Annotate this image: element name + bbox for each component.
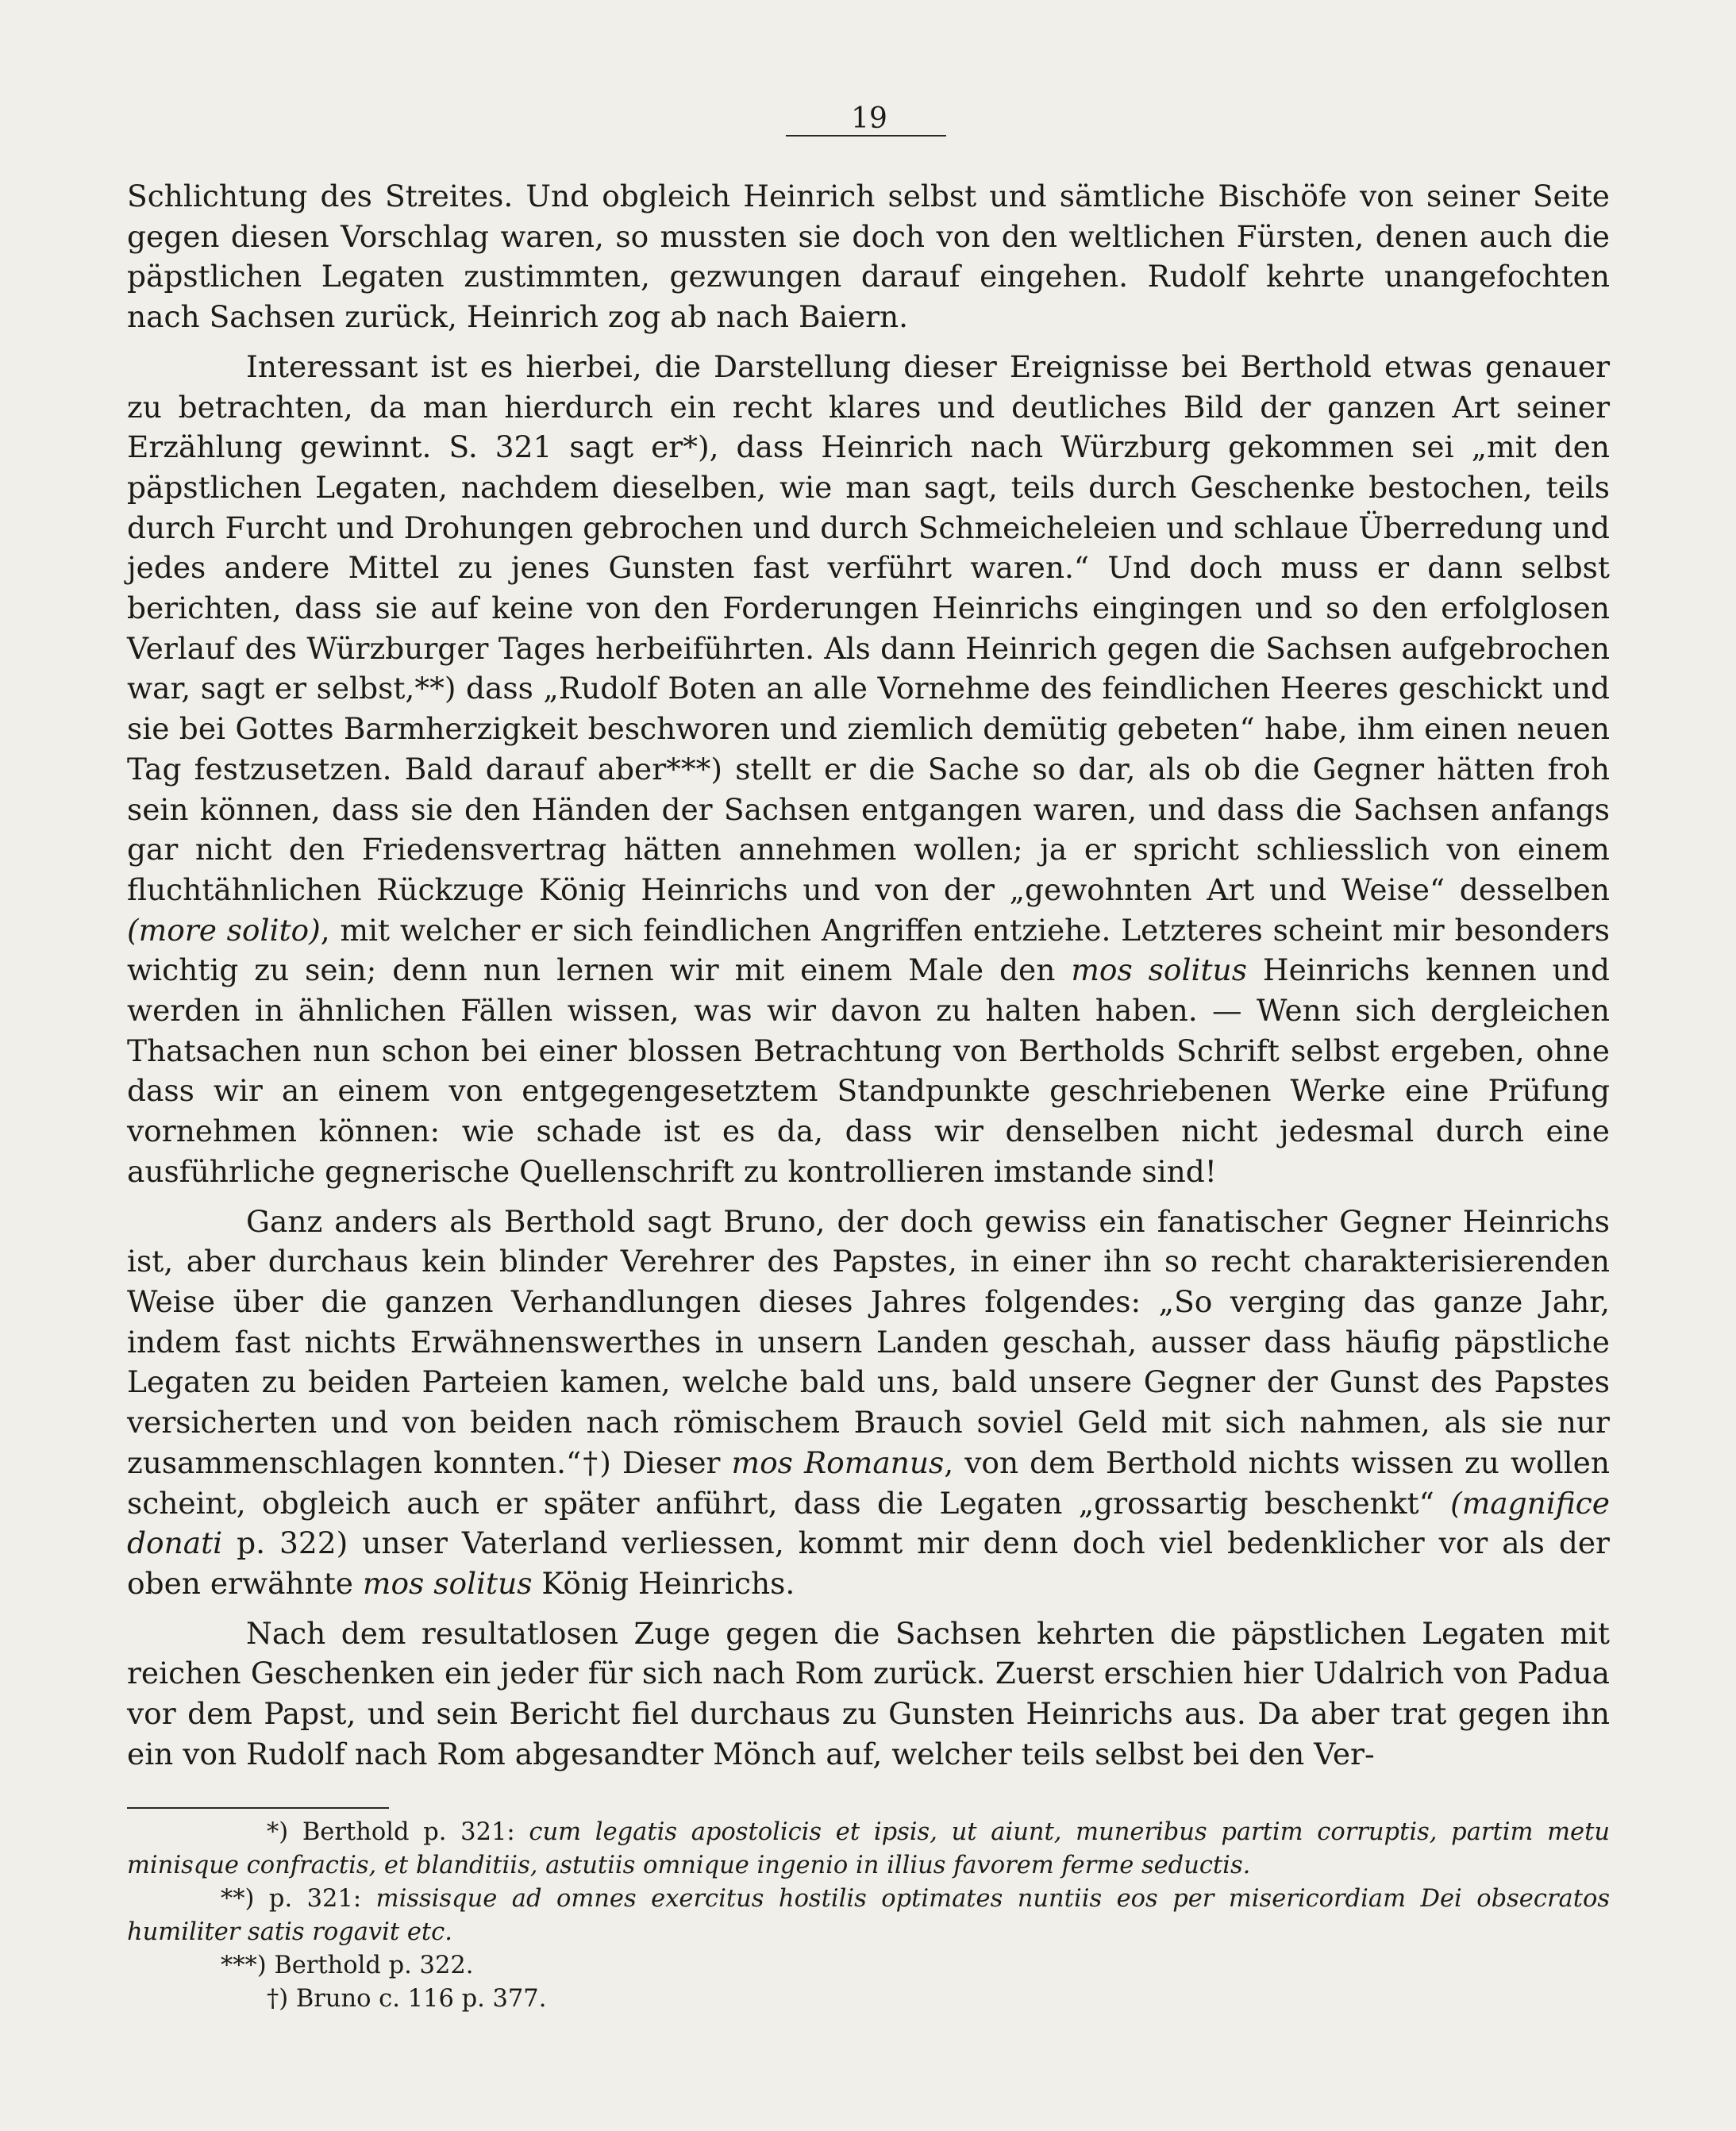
paragraph — [127, 176, 1610, 337]
header-rule — [786, 135, 946, 137]
footnote-marker: **) p. 321: — [221, 1885, 376, 1913]
footnote-marker: *) Berthold p. 321: — [267, 1818, 529, 1846]
footnote — [127, 1883, 1610, 1949]
footnote-text: †) Bruno c. 116 p. 377. — [267, 1985, 547, 2013]
footnote — [127, 1949, 1610, 1983]
text-run: Schlichtung des Streites. Und obgleich Heinrich selbst und sämtliche Bischöfe von seiner Seite gegen diesen Vorschlag waren, so mussten sie doch von den weltlichen Fürsten, denen auch die päpstlichen Legaten zustimmten, gezwungen darauf eingehen. Rudolf kehrte unangefochten nach Sachsen zurück, Heinrich zog ab nach Baiern. — [127, 179, 1610, 335]
text-run-italic: mos solitus — [362, 1565, 533, 1601]
text-run: König Heinrichs. — [532, 1565, 795, 1601]
footnote-text: ***) Berthold p. 322. — [221, 1952, 474, 1979]
text-run: Ganz anders als Berthold sagt Bruno, der doch gewiss ein fanatischer Gegner Heinrichs ist, aber durchaus kein blinder Verehrer des Papstes, in einer ihn so recht charakterisierenden Weise über die ganzen Verhandlungen dieses Jahres folgendes: „So verging das ganze Jahr, indem fast nichts Erwähnenswerthes in unsern Landen geschah, ausser dass häufig päpstliche Legaten zu beiden Parteien kamen, welche bald uns, bald unsere Gegner der Gunst des Papstes versicherten und von beiden nach römischem Brauch soviel Geld mit sich nahmen, als sie nur zusammenschlagen konnten.“†) Dieser — [127, 1203, 1610, 1480]
text-run: Heinrichs kennen und werden in ähnlichen Fällen wissen, was wir davon zu halten haben. — Wenn sich dergleichen Thatsachen nun schon bei einer blossen Betrachtung von Bertholds Schrift selbst ergeben, ohne dass wir an einem von entgegengesetztem Standpunkte geschriebenen Werke eine Prüfung vornehmen können: wie schade ist es da, dass wir denselben nicht jedesmal durch eine ausführliche gegnerische Quellenschrift zu kontrollieren imstande sind! — [127, 952, 1610, 1189]
paragraph — [127, 1614, 1610, 1775]
footnote — [127, 1816, 1610, 1883]
paragraph — [127, 347, 1610, 1192]
text-run-italic: (more solito) — [127, 912, 321, 948]
footnote-quote: cum legatis apostolicis et ipsis, ut aiunt, muneribus partim corruptis, partim metu minisque confractis, et blanditiis, astutiis omnique ingenio in illius favorem ferme seductis. — [127, 1818, 1611, 1879]
text-run: , mit welcher er sich feindlichen Angriffen entziehe. Letzteres scheint mir besonders wichtig zu sein; denn nun lernen wir mit einem Male den — [127, 912, 1611, 988]
main-text — [127, 176, 1610, 1774]
page-number: 19 — [851, 102, 887, 135]
text-run-italic: (magnifice donati — [127, 1485, 1610, 1561]
footnotes — [127, 1816, 1610, 2016]
text-run-italic: mos Romanus — [731, 1444, 945, 1480]
text-run: p. 322) unser Vaterland verliessen, kommt mir denn doch viel bedenklicher vor als der oben erwähnte — [127, 1525, 1610, 1601]
paragraph — [127, 1202, 1610, 1604]
footnote-quote: missisque ad omnes exercitus hostilis optimates nuntiis eos per misericordiam Dei obsecratos humiliter satis rogavit etc. — [127, 1885, 1610, 1946]
text-run: Interessant ist es hierbei, die Darstellung dieser Ereignisse bei Berthold etwas genauer zu betrachten, da man hierdurch ein recht klares und deutliches Bild der ganzen Art seiner Erzählung gewinnt. S. 321 sagt er*), dass Heinrich nach Würzburg gekommen sei „mit den päpstlichen Legaten, nachdem dieselben, wie man sagt, teils durch Geschenke bestochen, teils durch Furcht und Drohungen gebrochen und durch Schmeicheleien und schlaue Überredung und jedes andere Mittel zu jenes Gunsten fast verführt waren.“ Und doch muss er dann selbst berichten, dass sie auf keine von den Forderungen Heinrichs eingingen und so den erfolglosen Verlauf des Würzburger Tages herbeiführten. Als dann Heinrich gegen die Sachsen aufgebrochen war, sagt er selbst,**) dass „Rudolf Boten an alle Vornehme des feindlichen Heeres geschickt und sie bei Gottes Barmherzigkeit beschworen und ziemlich demütig gebeten“ habe, ihm einen neuen Tag festzusetzen. Bald darauf aber***) stellt er die Sache so dar, als ob die Gegner hätten froh sein können, dass sie den Händen der Sachsen entgangen waren, und dass die Sachsen anfangs gar nicht den Friedensvertrag hätten annehmen wollen; ja er spricht schliesslich von einem fluchtähnlichen Rückzuge König Heinrichs und von der „gewohnten Art und Weise“ desselben — [127, 348, 1610, 907]
text-run-italic: mos solitus — [1071, 952, 1247, 988]
footnote-rule — [127, 1807, 389, 1809]
text-run: , von dem Berthold nichts wissen zu wollen scheint, obgleich auch er später anführt, dass die Legaten „grossartig beschenkt“ — [127, 1444, 1611, 1521]
footnote — [127, 1983, 1610, 2016]
text-run: Nach dem resultatlosen Zuge gegen die Sachsen kehrten die päpstlichen Legaten mit reichen Geschenken ein jeder für sich nach Rom zurück. Zuerst erschien hier Udalrich von Padua vor dem Papst, und sein Bericht fiel durchaus zu Gunsten Heinrichs aus. Da aber trat gegen ihn ein von Rudolf nach Rom abgesandter Mönch auf, welcher teils selbst bei den Ver- — [127, 1615, 1610, 1771]
